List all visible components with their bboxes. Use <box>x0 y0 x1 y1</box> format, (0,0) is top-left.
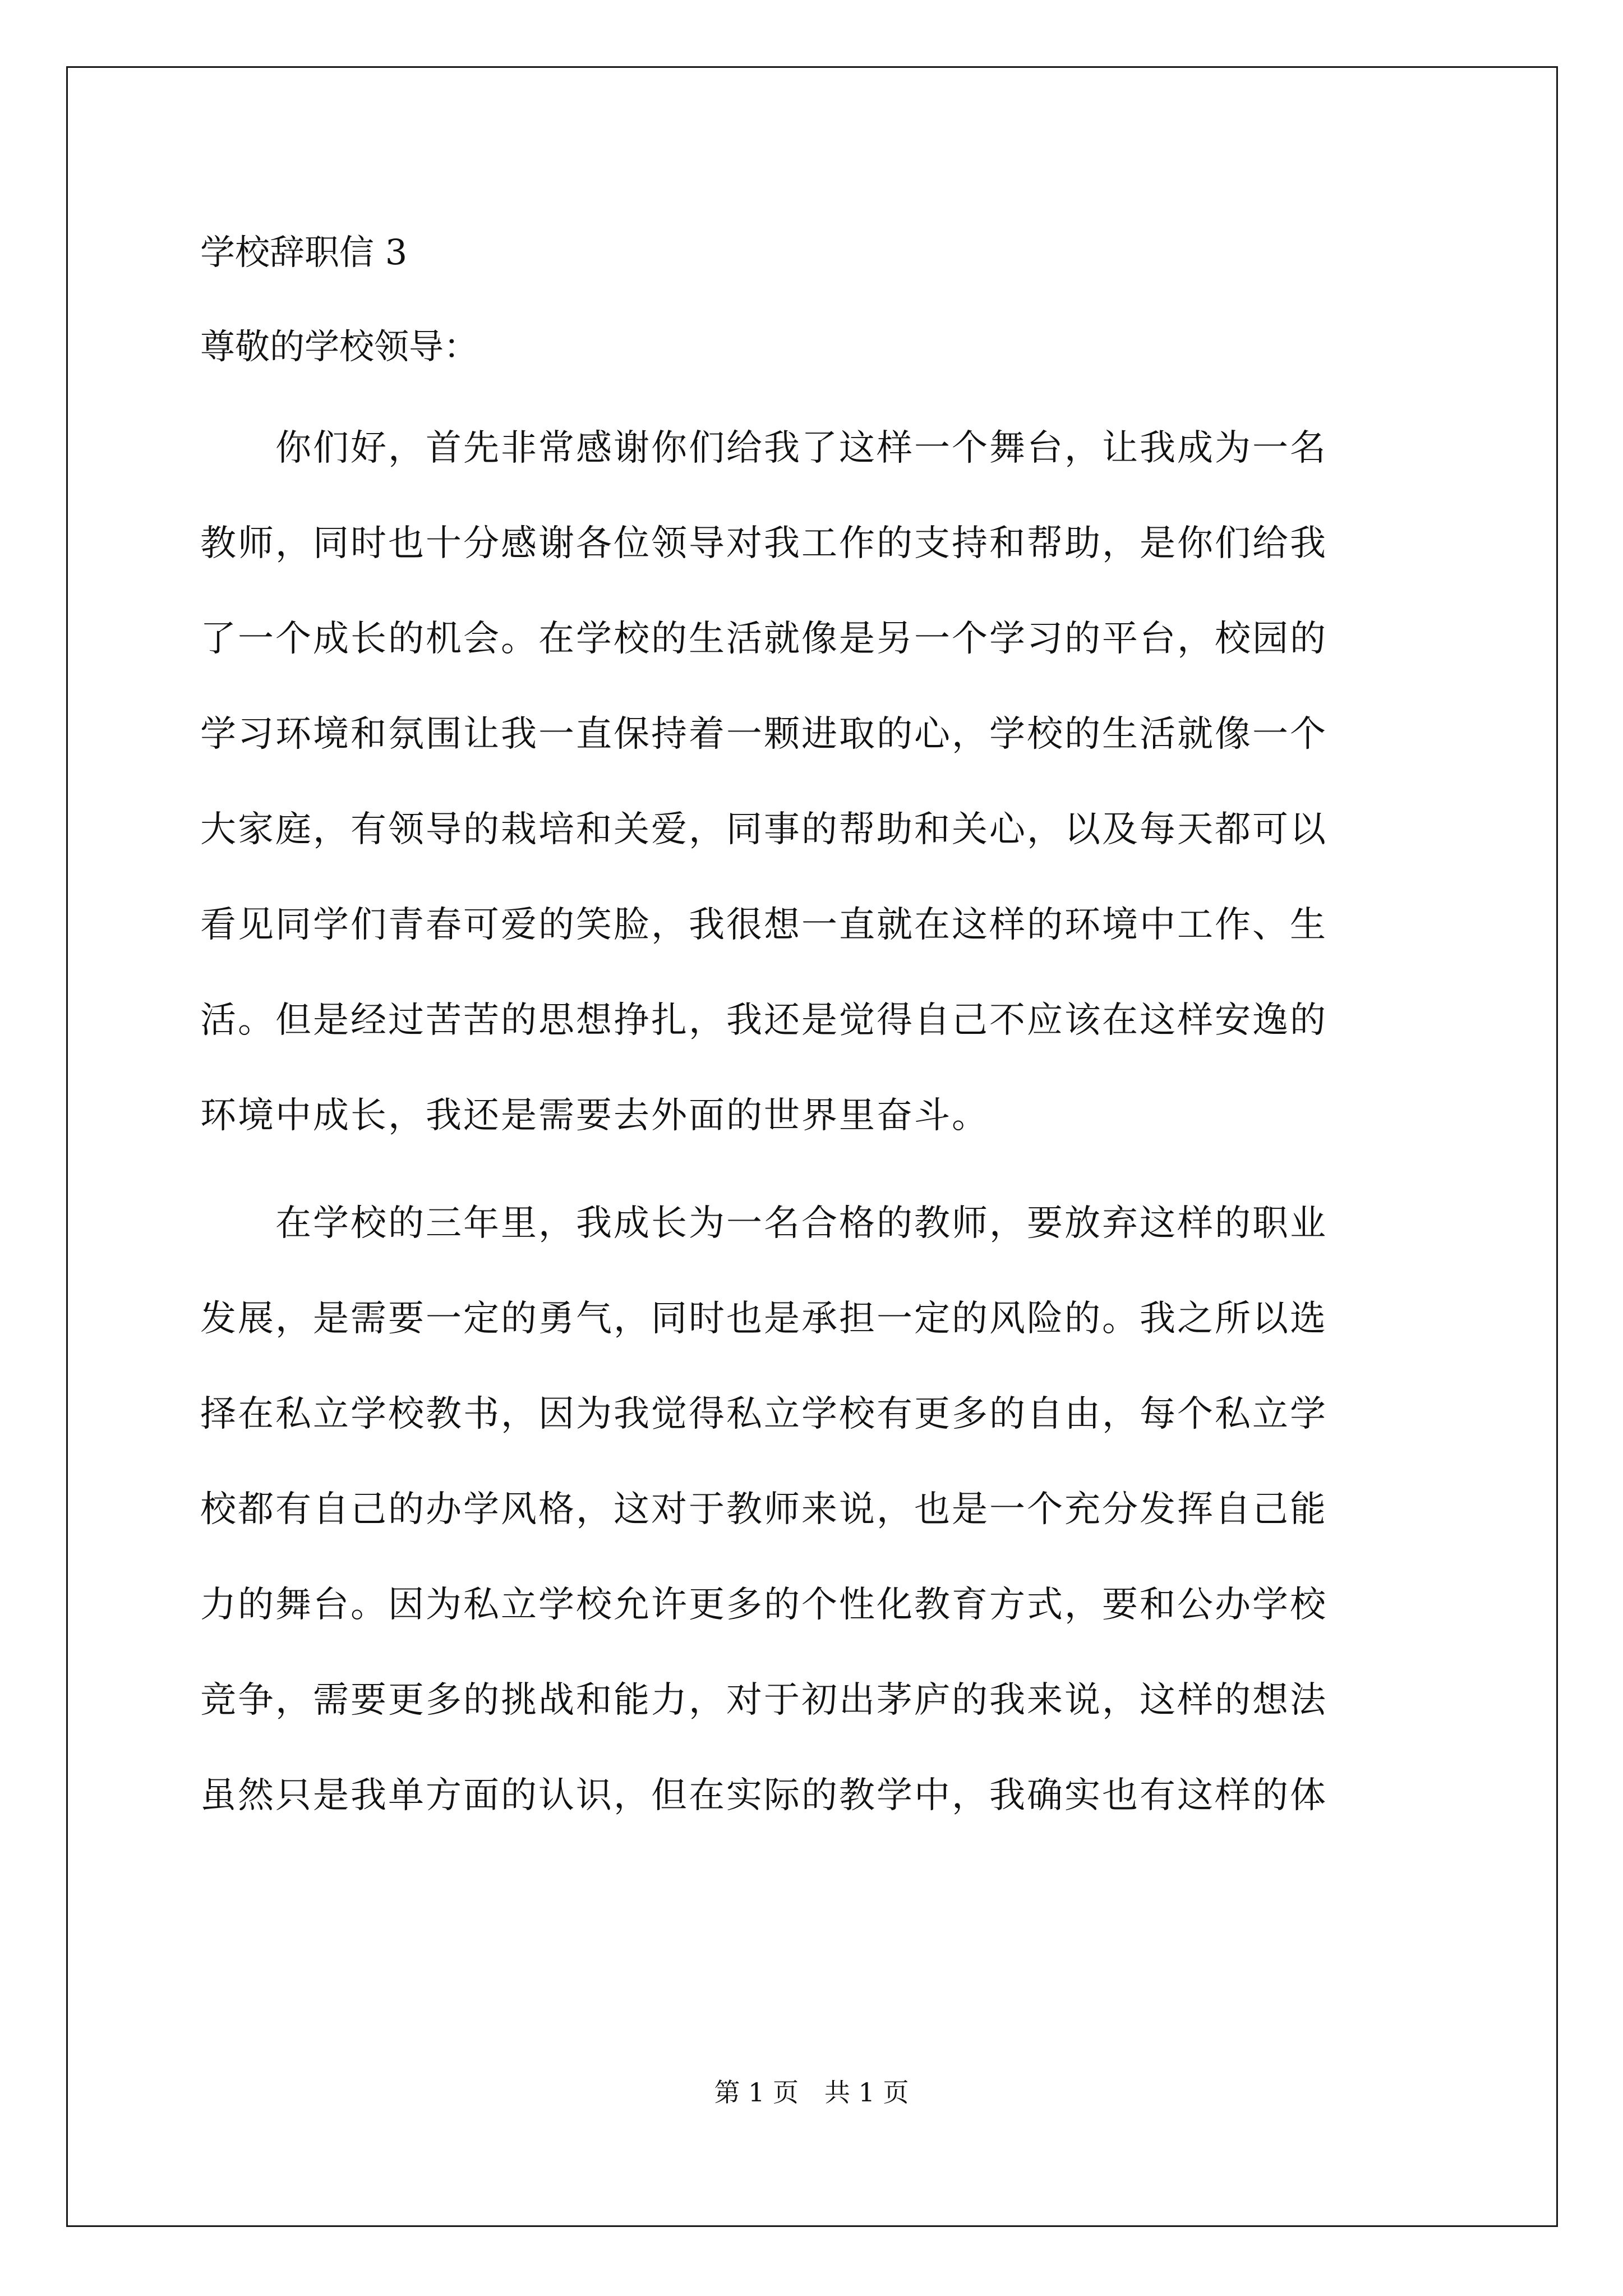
document-title: 学校辞职信 3 <box>200 232 408 273</box>
paragraph-line: 虽然只是我单方面的认识，但在实际的教学中，我确实也有这样的体 <box>200 1775 1327 1816</box>
page-footer: 第 1 页 共 1 页 <box>714 2077 909 2108</box>
paragraph-line: 你们好，首先非常感谢你们给我了这样一个舞台，让我成为一名 <box>200 427 1327 469</box>
paragraph-line: 竞争，需要更多的挑战和能力，对于初出茅庐的我来说，这样的想法 <box>200 1680 1327 1721</box>
paragraph-line: 择在私立学校教书，因为我觉得私立学校有更多的自由，每个私立学 <box>200 1393 1327 1435</box>
paragraph-2 <box>200 1176 1434 1843</box>
paragraph-line: 校都有自己的办学风格，这对于教师来说，也是一个充分发挥自己能 <box>200 1489 1327 1530</box>
document-body <box>200 213 1434 1843</box>
paragraph-line: 教师，同时也十分感谢各位领导对我工作的支持和帮助，是你们给我 <box>200 523 1327 564</box>
paragraph-line: 大家庭，有领导的栽培和关爱，同事的帮助和关心，以及每天都可以 <box>200 809 1327 850</box>
paragraph-line: 了一个成长的机会。在学校的生活就像是另一个学习的平台，校园的 <box>200 618 1327 660</box>
paragraph-line: 看见同学们青春可爱的笑脸，我很想一直就在这样的环境中工作、生 <box>200 904 1327 946</box>
paragraph-spacer <box>200 1163 1434 1176</box>
paragraph-line: 在学校的三年里，我成长为一名合格的教师，要放弃这样的职业 <box>200 1203 1327 1244</box>
paragraph-line: 发展，是需要一定的勇气，同时也是承担一定的风险的。我之所以选 <box>200 1298 1327 1340</box>
paragraph-1 <box>200 401 1434 1163</box>
paragraph-line: 活。但是经过苦苦的思想挣扎，我还是觉得自己不应该在这样安逸的 <box>200 1000 1327 1041</box>
paragraph-line: 学习环境和氛围让我一直保持着一颗进取的心，学校的生活就像一个 <box>200 714 1327 755</box>
paragraph-line: 环境中成长，我还是需要去外面的世界里奋斗。 <box>200 1095 989 1137</box>
paragraph-line: 力的舞台。因为私立学校允许更多的个性化教育方式，要和公办学校 <box>200 1584 1327 1626</box>
salutation: 尊敬的学校领导： <box>200 326 479 367</box>
